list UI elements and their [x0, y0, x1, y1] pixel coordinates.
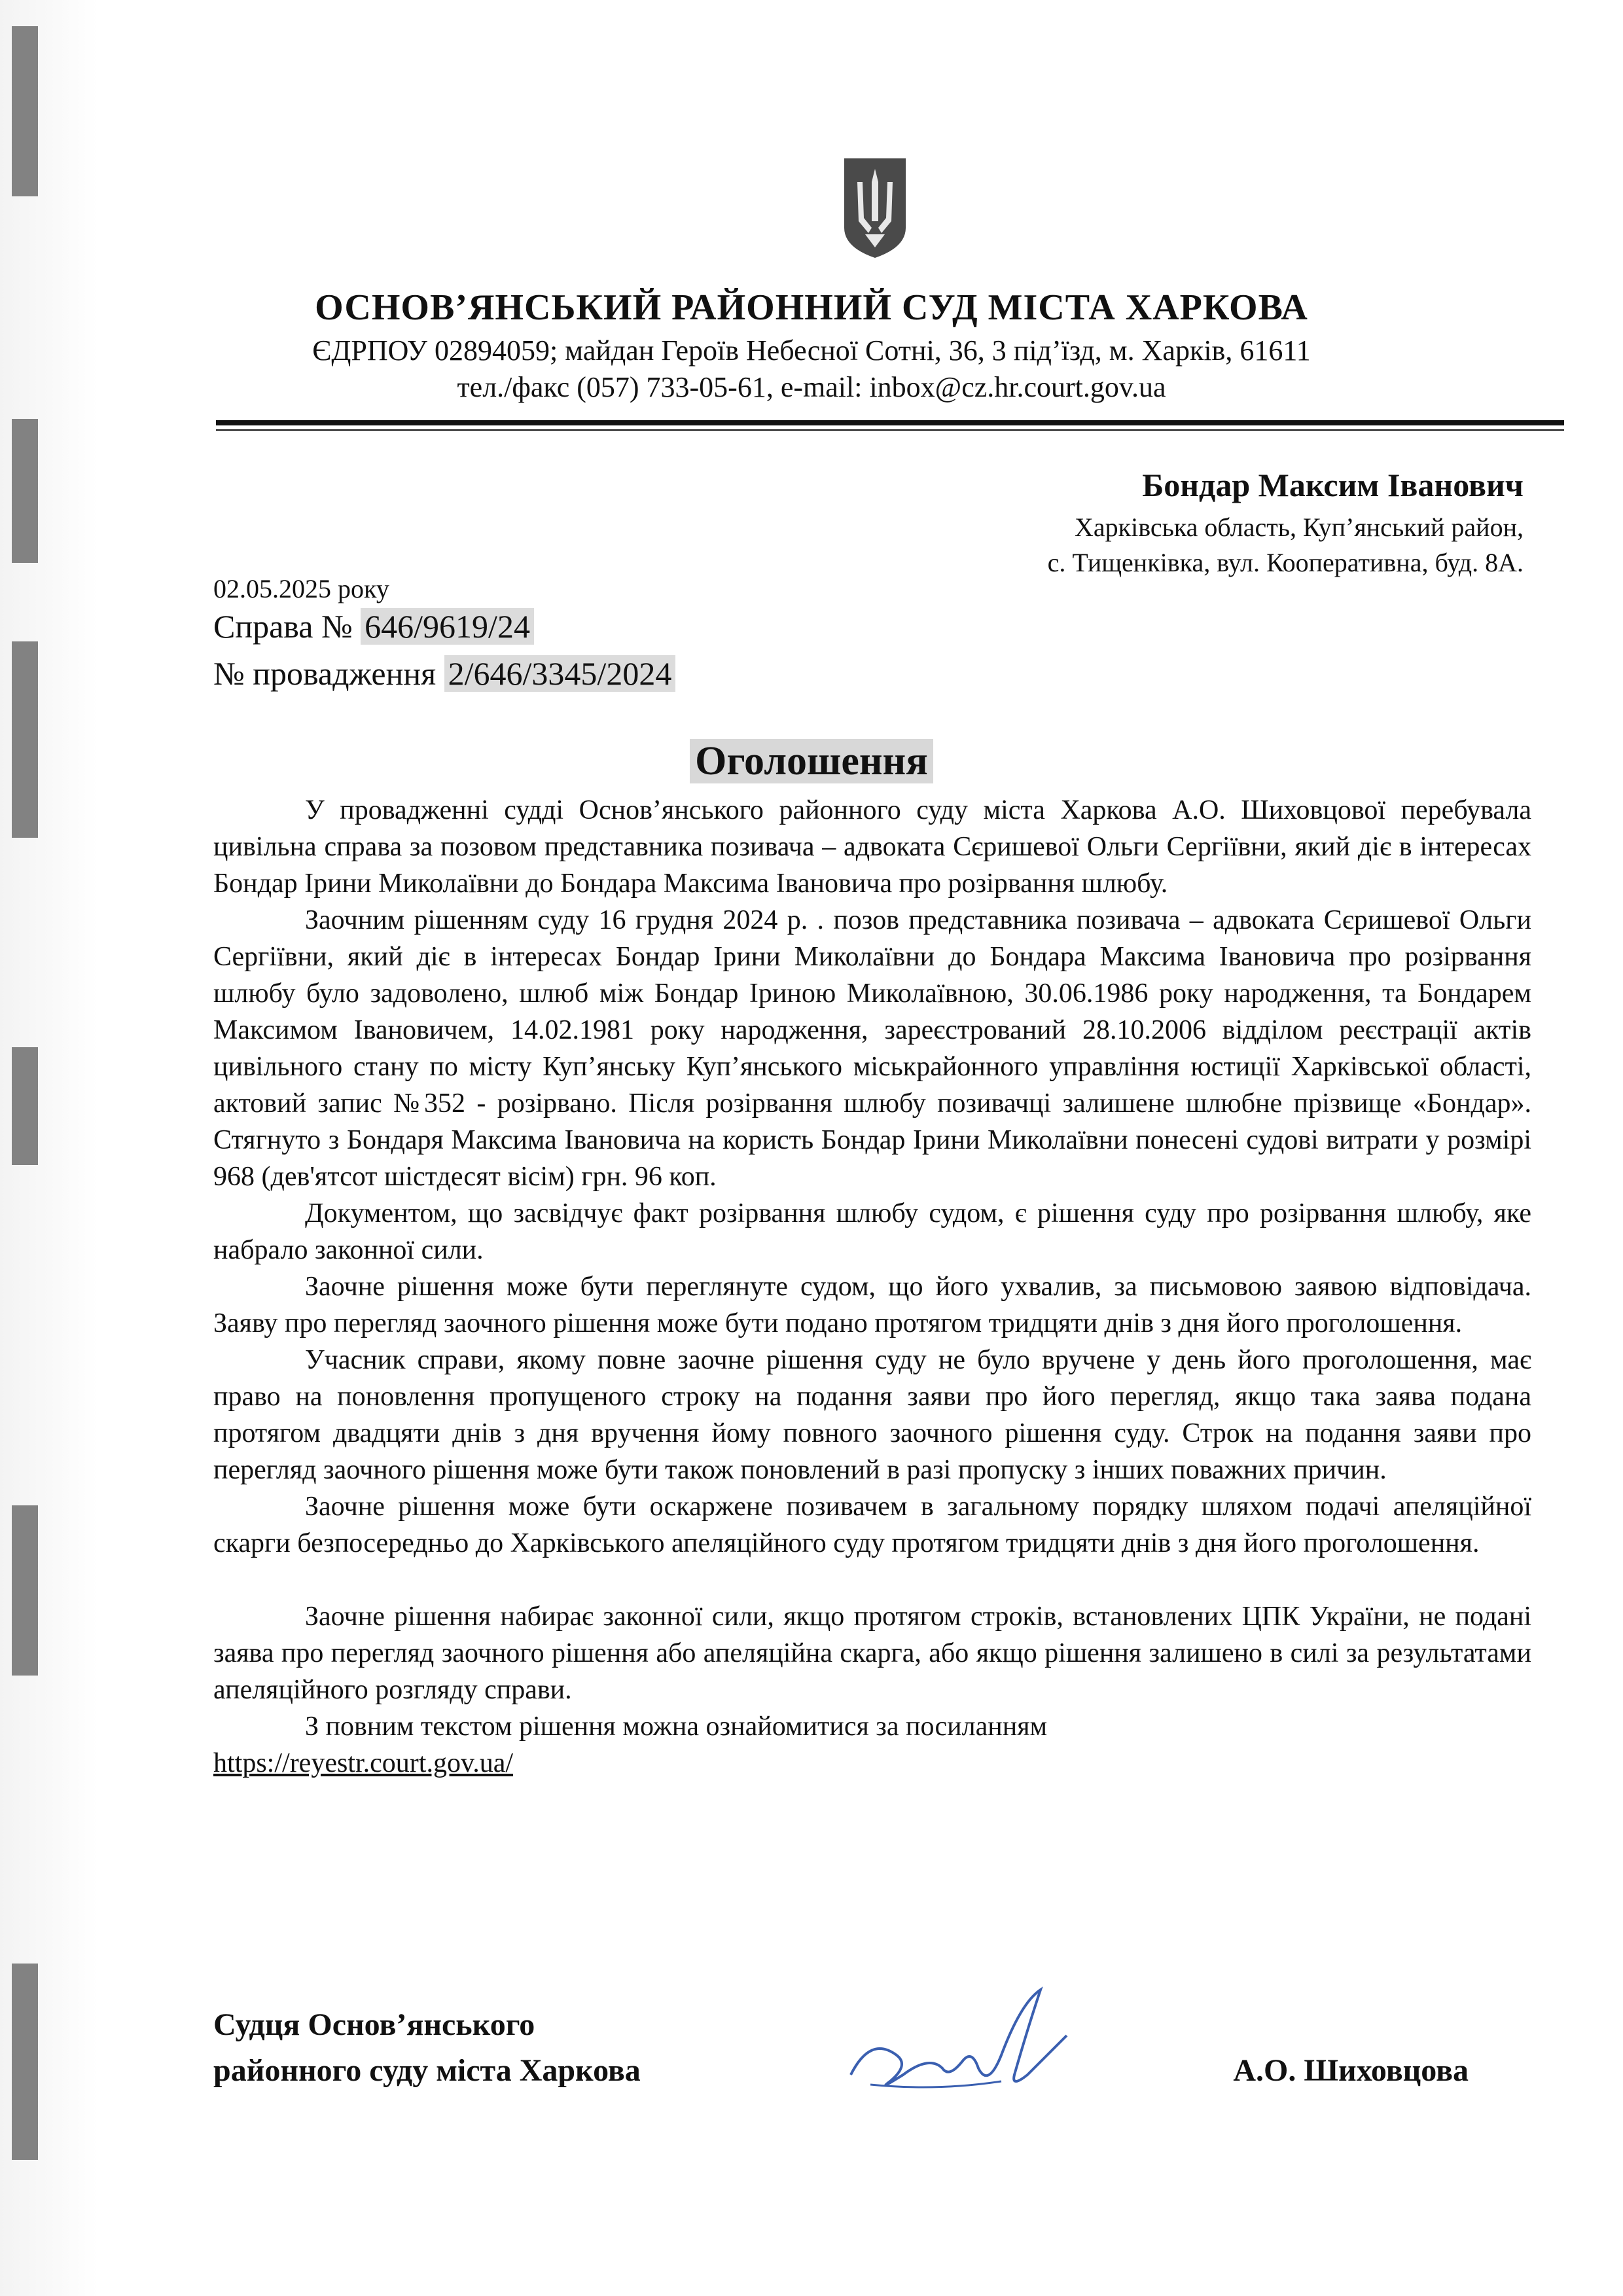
court-address: ЄДРПОУ 02894059; майдан Героїв Небесної Сотні, 36, 3 під’їзд, м. Харків, 61611 — [312, 334, 1311, 367]
case-number-line — [213, 607, 534, 645]
case-label: Справа № — [213, 608, 353, 645]
court-contacts: тел./факс (057) 733-05-61, e-mail: inbox@cz.hr.court.gov.ua — [457, 371, 1166, 403]
paragraph: З повним текстом рішення можна ознайомитися за посиланням — [305, 1712, 1048, 1742]
proceeding-number: 2/646/3345/2024 — [444, 655, 676, 692]
document-title — [0, 738, 1623, 785]
judge-name: А.О. Шиховцова — [1233, 2053, 1469, 2088]
court-name: ОСНОВ’ЯНСЬКИЙ РАЙОННИЙ СУД МІСТА ХАРКОВА — [315, 287, 1308, 328]
paragraph: Заочним рішенням суду 16 грудня 2024 р. . позов представника позивача – адвоката Сєришевої Ольги Сергіївни, який діє в інтересах Бондар Ірини Миколаївни до Бондара Максима Івановича про розірвання шлюбу було задоволено, шлюб між Бондар Іриною Миколаївною, 30.06.1986 року народження, та Бондарем Максимом Івановичем, 14.02.1981 року народження, зареєстрований 28.10.2006 відділом реєстрації актів цивільного стану по місту Куп’янську Куп’янського міськрайонного управління юстиції Харківської області, актовий запис №352 - розірвано. Після розірвання шлюбу позивачці залишене шлюбне прізвище «Бондар». Стягнуто з Бондаря Максима Івановича на користь Бондар Ірини Миколаївни понесені судові витрати у розмірі 968 (дев'ятсот шістдесят вісім) грн. 96 коп. — [213, 905, 1531, 1192]
recipient-address-line1: Харківська область, Куп’янський район, — [1075, 512, 1524, 542]
paragraph: Заочне рішення може бути переглянуте судом, що його ухвалив, за письмовою заявою відповідача. Заяву про перегляд заочного рішення може бути подано протягом тридцяти днів з дня його проголошення. — [213, 1272, 1531, 1338]
paragraph: У провадженні судді Основ’янського районного суду міста Харкова А.О. Шиховцової перебувала цивільна справа за позовом представника позивача – адвоката Сєришевої Ольги Сергіївни, який діє в інтересах Бондар Ірини Миколаївни до Бондара Максима Івановича про розірвання шлюбу. — [213, 795, 1531, 899]
signer-position-line2: районного суду міста Харкова — [213, 2053, 641, 2088]
paragraph: Заочне рішення набирає законної сили, якщо протягом строків, встановлених ЦПК України, не подані заява про перегляд заочного рішення або апеляційна скарга, або якщо рішення залишено в силі за результатами апеляційного розгляду справи. — [213, 1602, 1531, 1705]
trident-emblem-icon — [839, 156, 911, 260]
registry-link[interactable]: https://reyestr.court.gov.ua/ — [213, 1748, 514, 1778]
recipient-name: Бондар Максим Іванович — [1142, 467, 1524, 503]
paragraph: Документом, що засвідчує факт розірвання шлюбу судом, є рішення суду про розірвання шлюбу, яке набрало законної сили. — [213, 1198, 1531, 1265]
paragraph: Заочне рішення може бути оскаржене позивачем в загальному порядку шляхом подачі апеляційної скарги безпосередньо до Харківського апеляційного суду протягом тридцяти днів з дня його проголошення. — [213, 1492, 1531, 1558]
signer-position-line1: Судця Основ’янського — [213, 2007, 535, 2042]
header-divider-thin — [216, 429, 1564, 431]
header-divider — [216, 420, 1564, 425]
recipient-address-line2: с. Тищенківка, вул. Кооперативна, буд. 8А. — [1047, 548, 1524, 577]
announcement-body — [213, 792, 1531, 1782]
document-date: 02.05.2025 року — [213, 574, 389, 603]
paragraph: Учасник справи, якому повне заочне рішення суду не було вручене у день його проголошення, має право на поновлення пропущеного строку на подання заяви про його перегляд, якщо така заява подана протягом двадцяти днів з дня вручення йому повного заочного рішення суду. Строк на подання заяви про перегляд заочного рішення може бути також поновлений в разі пропуску з інших поважних причин. — [213, 1345, 1531, 1485]
case-number: 646/9619/24 — [361, 608, 534, 645]
proceeding-number-line — [213, 655, 675, 692]
proceeding-label: № провадження — [213, 655, 437, 692]
handwritten-signature-icon — [831, 1977, 1093, 2121]
document-title-text: Оголошення — [690, 739, 933, 783]
